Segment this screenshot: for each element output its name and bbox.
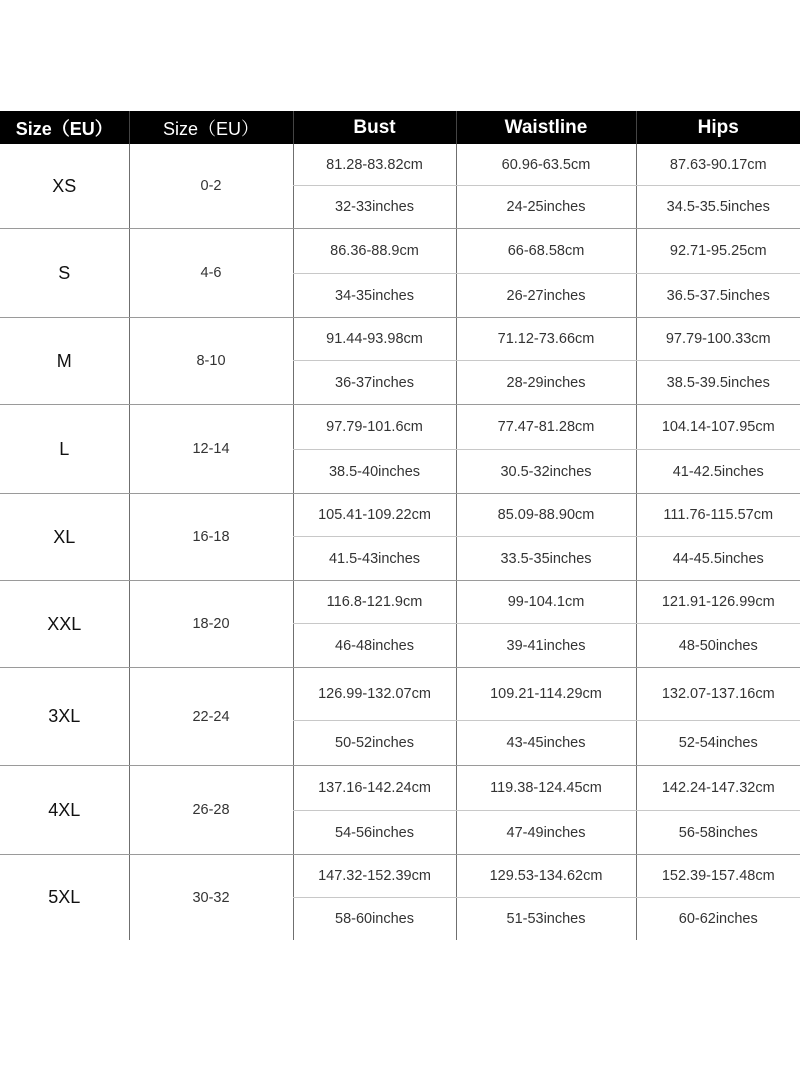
header-waistline: Waistline: [456, 111, 636, 144]
hips-cm-cell: 152.39-157.48cm: [636, 855, 800, 898]
waist-cm-cell: 119.38-124.45cm: [456, 766, 636, 811]
size-number-cell: 8-10: [129, 318, 293, 405]
bust-cm-cell: 116.8-121.9cm: [293, 581, 456, 624]
hips-cm-cell: 97.79-100.33cm: [636, 318, 800, 361]
size-number-cell: 0-2: [129, 144, 293, 229]
bust-cm-cell: 137.16-142.24cm: [293, 766, 456, 811]
header-hips: Hips: [636, 111, 800, 144]
waist-inches-cell: 24-25inches: [456, 186, 636, 229]
bust-cm-cell: 105.41-109.22cm: [293, 494, 456, 537]
size-label-cell: 3XL: [0, 668, 129, 766]
waist-inches-cell: 33.5-35inches: [456, 537, 636, 581]
bust-inches-cell: 34-35inches: [293, 274, 456, 318]
size-number-cell: 18-20: [129, 581, 293, 668]
size-number-cell: 12-14: [129, 405, 293, 494]
waist-cm-cell: 77.47-81.28cm: [456, 405, 636, 450]
waist-cm-cell: 129.53-134.62cm: [456, 855, 636, 898]
bust-inches-cell: 54-56inches: [293, 811, 456, 855]
size-label-cell: S: [0, 229, 129, 318]
hips-inches-cell: 34.5-35.5inches: [636, 186, 800, 229]
header-size-number: Size（EU）: [129, 111, 293, 144]
table-row: [0, 229, 800, 274]
table-row: [0, 405, 800, 450]
hips-cm-cell: 87.63-90.17cm: [636, 144, 800, 186]
bust-inches-cell: 50-52inches: [293, 721, 456, 766]
header-bust: Bust: [293, 111, 456, 144]
table-row: [0, 318, 800, 361]
waist-inches-cell: 47-49inches: [456, 811, 636, 855]
hips-inches-cell: 48-50inches: [636, 624, 800, 668]
bust-inches-cell: 36-37inches: [293, 361, 456, 405]
table-row: [0, 494, 800, 537]
size-number-cell: 26-28: [129, 766, 293, 855]
waist-inches-cell: 51-53inches: [456, 898, 636, 941]
hips-cm-cell: 104.14-107.95cm: [636, 405, 800, 450]
table-row: [0, 668, 800, 721]
bust-cm-cell: 97.79-101.6cm: [293, 405, 456, 450]
header-row: [0, 111, 800, 144]
waist-inches-cell: 39-41inches: [456, 624, 636, 668]
size-label-cell: XXL: [0, 581, 129, 668]
waist-inches-cell: 43-45inches: [456, 721, 636, 766]
size-label-cell: XS: [0, 144, 129, 229]
size-label-cell: 4XL: [0, 766, 129, 855]
bust-cm-cell: 81.28-83.82cm: [293, 144, 456, 186]
hips-inches-cell: 36.5-37.5inches: [636, 274, 800, 318]
size-chart-header: [0, 111, 800, 144]
hips-cm-cell: 111.76-115.57cm: [636, 494, 800, 537]
size-label-cell: 5XL: [48, 887, 81, 907]
hips-cm-cell: 121.91-126.99cm: [636, 581, 800, 624]
bust-inches-cell: 32-33inches: [293, 186, 456, 229]
bust-inches-cell: 58-60inches: [293, 898, 456, 941]
bust-inches-cell: 41.5-43inches: [293, 537, 456, 581]
hips-inches-cell: 44-45.5inches: [636, 537, 800, 581]
waist-inches-cell: 26-27inches: [456, 274, 636, 318]
size-number-cell: 16-18: [129, 494, 293, 581]
waist-cm-cell: 99-104.1cm: [456, 581, 636, 624]
size-number-cell: 22-24: [129, 668, 293, 766]
waist-inches-cell: 28-29inches: [456, 361, 636, 405]
waist-cm-cell: 85.09-88.90cm: [456, 494, 636, 537]
size-label-cell: M: [0, 318, 129, 405]
bust-cm-cell: 91.44-93.98cm: [293, 318, 456, 361]
table-row: [0, 144, 800, 186]
bust-cm-cell: 147.32-152.39cm: [293, 855, 456, 898]
hips-inches-cell: 38.5-39.5inches: [636, 361, 800, 405]
size-chart-body: [0, 144, 800, 940]
bust-inches-cell: 38.5-40inches: [293, 450, 456, 494]
waist-cm-cell: 60.96-63.5cm: [456, 144, 636, 186]
hips-inches-cell: 60-62inches: [636, 898, 800, 941]
hips-cm-cell: 92.71-95.25cm: [636, 229, 800, 274]
size-chart-table: [0, 111, 800, 940]
size-label-cell: XL: [0, 494, 129, 581]
size-label-cell: L: [0, 405, 129, 494]
size-number-cell: 30-32: [129, 855, 293, 941]
waist-cm-cell: 66-68.58cm: [456, 229, 636, 274]
waist-inches-cell: 30.5-32inches: [456, 450, 636, 494]
bust-cm-cell: 86.36-88.9cm: [293, 229, 456, 274]
header-size-label: Size（EU）: [0, 111, 129, 144]
size-number-cell: 4-6: [129, 229, 293, 318]
bust-cm-cell: 126.99-132.07cm: [293, 668, 456, 721]
hips-cm-cell: 132.07-137.16cm: [636, 668, 800, 721]
hips-cm-cell: 142.24-147.32cm: [636, 766, 800, 811]
table-row: [0, 855, 800, 898]
hips-inches-cell: 52-54inches: [636, 721, 800, 766]
table-row: [0, 766, 800, 811]
waist-cm-cell: 71.12-73.66cm: [456, 318, 636, 361]
hips-inches-cell: 56-58inches: [636, 811, 800, 855]
bust-inches-cell: 46-48inches: [293, 624, 456, 668]
hips-inches-cell: 41-42.5inches: [636, 450, 800, 494]
table-row: [0, 581, 800, 624]
waist-cm-cell: 109.21-114.29cm: [456, 668, 636, 721]
